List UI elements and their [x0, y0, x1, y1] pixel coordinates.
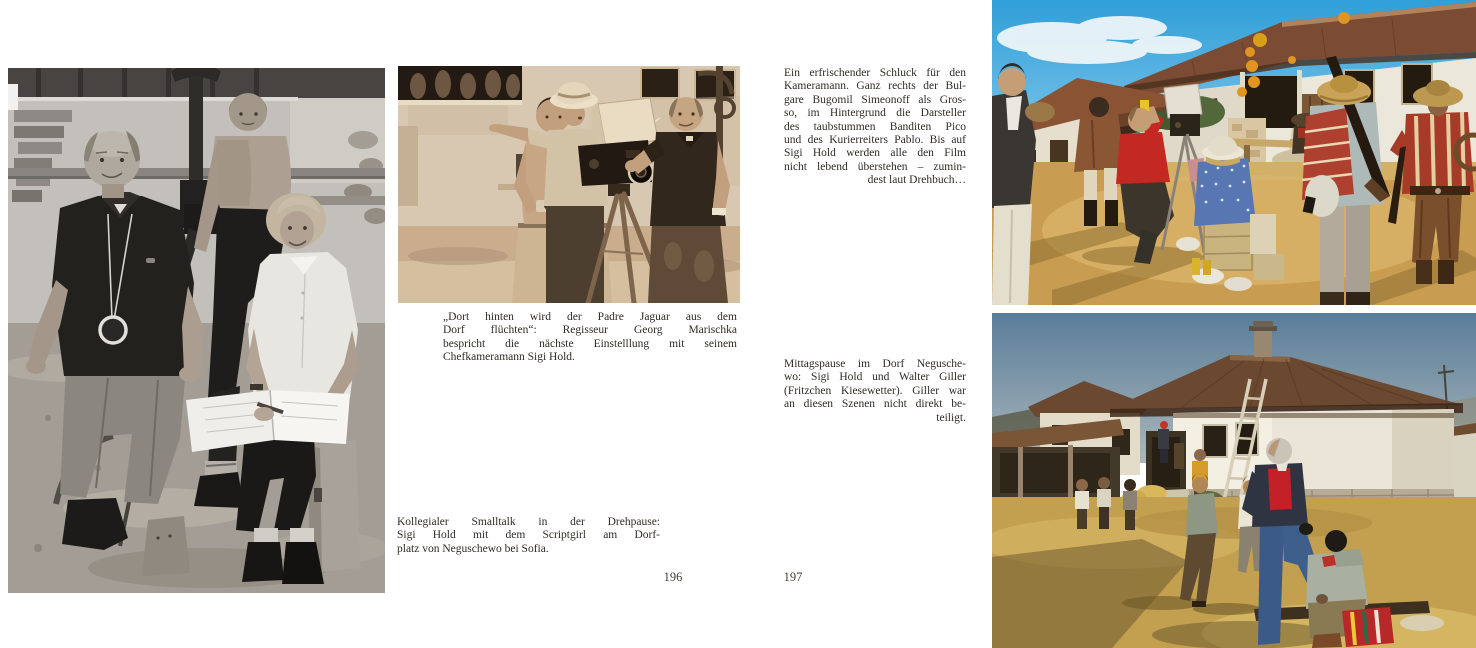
caption-line: Chefkameramann Sigi Hold.: [443, 351, 575, 364]
caption-line: wo: Sigi Hold und Walter Giller: [784, 371, 966, 384]
caption-director-camera: [443, 311, 737, 365]
caption-line: an diesen Szenen nicht direkt be-: [784, 398, 966, 411]
caption-line: (Fritzchen Kiesewetter). Giller war: [784, 384, 966, 397]
photo-village-set-illustration: [992, 0, 1476, 305]
caption-line: Mittagspause im Dorf Negusche-: [784, 358, 966, 370]
caption-line: gare Bugomil Simeonoff als Gros-: [784, 93, 966, 106]
caption-line: Ein erfrischender Schluck für den: [784, 67, 966, 79]
page-number-left: 196: [663, 570, 683, 584]
photo-smalltalk-bw: [8, 68, 385, 593]
photo-director-illustration: [398, 66, 740, 303]
caption-line: Kameramann. Ganz rechts der Bul-: [784, 80, 966, 93]
photo-village-set-color: [992, 0, 1476, 305]
caption-line: Sigi Hold mit dem Scriptgirl am Dorf-: [397, 529, 660, 542]
caption-line: so, im Hintergrund die Darsteller: [784, 107, 966, 120]
caption-line: Dorf flüchten“: Regisseur Georg Marischka: [443, 324, 737, 337]
caption-line: des taubstummen Banditen Pico: [784, 120, 966, 133]
caption-line: teiligt.: [936, 411, 966, 424]
caption-lunch-break: [784, 358, 966, 425]
photo-director-camera-bw: [398, 66, 740, 303]
caption-line: dest laut Drehbuch…: [867, 174, 966, 187]
caption-drink-cameraman: [784, 67, 966, 188]
photo-lunch-break-color: [992, 313, 1476, 648]
caption-line: Kollegialer Smalltalk in der Drehpause:: [397, 516, 660, 528]
photo-smalltalk-illustration: [8, 68, 385, 593]
caption-line: „Dort hinten wird der Padre Jaguar aus dem: [443, 311, 737, 323]
caption-smalltalk: [397, 516, 660, 556]
caption-line: nicht lebend überstehen – zumin-: [784, 160, 966, 173]
caption-line: Sigi Hold werden alle den Film: [784, 147, 966, 160]
photo-lunch-break-illustration: [992, 313, 1476, 648]
caption-line: platz von Neguschewo bei Sofia.: [397, 542, 549, 555]
page-number-right: 197: [783, 570, 803, 584]
caption-line: bespricht die nächste Einstelllung mit seinem: [443, 337, 737, 350]
caption-line: und des Kurierreiters Pablo. Bis auf: [784, 134, 966, 147]
